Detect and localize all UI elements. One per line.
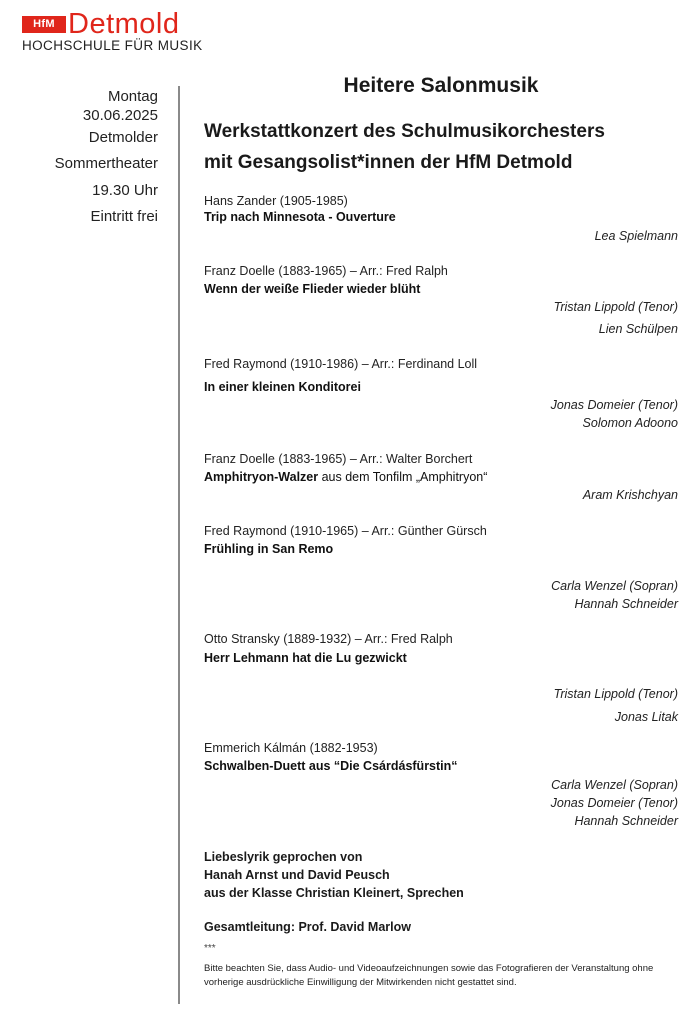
subtitle-line-2: mit Gesangsolist*innen der HfM Detmold [204, 152, 573, 173]
subtitle-line-1: Werkstattkonzert des Schulmusikorchesters [204, 121, 605, 142]
event-day: Montag [107, 88, 158, 105]
separator: *** [204, 943, 216, 954]
performer: Carla Wenzel (Sopran) [551, 579, 678, 593]
performer: Tristan Lippold (Tenor) [553, 300, 678, 314]
performer: Jonas Litak [614, 710, 678, 724]
performer: Jonas Domeier (Tenor) [550, 796, 678, 810]
work-title-bold: Amphitryon-Walzer [204, 470, 319, 484]
composer-line: Emmerich Kálmán (1882-1953) [204, 741, 378, 755]
event-time: 19.30 Uhr [92, 182, 158, 199]
event-venue-line2: Sommertheater [54, 155, 158, 172]
composer-line: Fred Raymond (1910-1986) – Arr.: Ferdinand Loll [204, 357, 478, 371]
logo-badge: HfM [22, 16, 66, 33]
performer: Aram Krishchyan [582, 488, 678, 502]
concert-title: Heitere Salonmusik [343, 74, 539, 97]
work-title: Trip nach Minnesota - Ouverture [204, 210, 396, 224]
spoken-line-2: Hanah Arnst und David Peusch [204, 868, 390, 882]
spoken-line-1: Liebeslyrik geprochen von [204, 850, 363, 864]
composer-line: Otto Stransky (1889-1932) – Arr.: Fred Ralph [204, 632, 453, 646]
recording-notice: Bitte beachten Sie, dass Audio- und Videoaufzeichnungen sowie das Fotografieren der Veranstaltung ohne vorherige ausdrückliche Einwilligung der Mitwirkenden nicht gestattet sind. [204, 963, 654, 988]
composer-line: Franz Doelle (1883-1965) – Arr.: Walter Borchert [204, 452, 473, 466]
work-title-suffix: aus dem Tonfilm „Amphitryon“ [318, 470, 488, 484]
performer: Lien Schülpen [598, 322, 678, 336]
work-title: Schwalben-Duett aus “Die Csárdásfürstin“ [204, 759, 458, 773]
composer-line: Franz Doelle (1883-1965) – Arr.: Fred Ralph [204, 264, 448, 278]
performer: Lea Spielmann [594, 229, 678, 243]
vertical-divider [178, 86, 180, 1004]
work-title: Herr Lehmann hat die Lu gezwickt [204, 651, 407, 665]
performer: Carla Wenzel (Sopran) [551, 778, 678, 792]
logo-subtitle: HOCHSCHULE FÜR MUSIK [22, 38, 203, 53]
overall-direction: Gesamtleitung: Prof. David Marlow [204, 920, 411, 934]
performer: Jonas Domeier (Tenor) [550, 398, 678, 412]
composer-line: Hans Zander (1905-1985) [204, 194, 348, 208]
work-title: Frühling in San Remo [204, 542, 334, 556]
event-venue-line1: Detmolder [88, 129, 158, 146]
concert-subtitle [204, 116, 605, 178]
work-title [204, 470, 487, 484]
work-title: Wenn der weiße Flieder wieder blüht [204, 282, 421, 296]
performer: Solomon Adoono [582, 416, 678, 430]
hfm-logo [22, 8, 212, 56]
event-admission: Eintritt frei [90, 208, 158, 225]
composer-line: Fred Raymond (1910-1965) – Arr.: Günther Gürsch [204, 524, 487, 538]
logo-name: Detmold [68, 8, 180, 40]
performer: Tristan Lippold (Tenor) [553, 687, 678, 701]
event-info [55, 88, 158, 225]
spoken-line-3: aus der Klasse Christian Kleinert, Sprechen [204, 886, 464, 900]
work-title: In einer kleinen Konditorei [204, 380, 361, 394]
performer: Hannah Schneider [574, 597, 678, 611]
event-date: 30.06.2025 [82, 107, 158, 124]
performer: Hannah Schneider [574, 814, 678, 828]
